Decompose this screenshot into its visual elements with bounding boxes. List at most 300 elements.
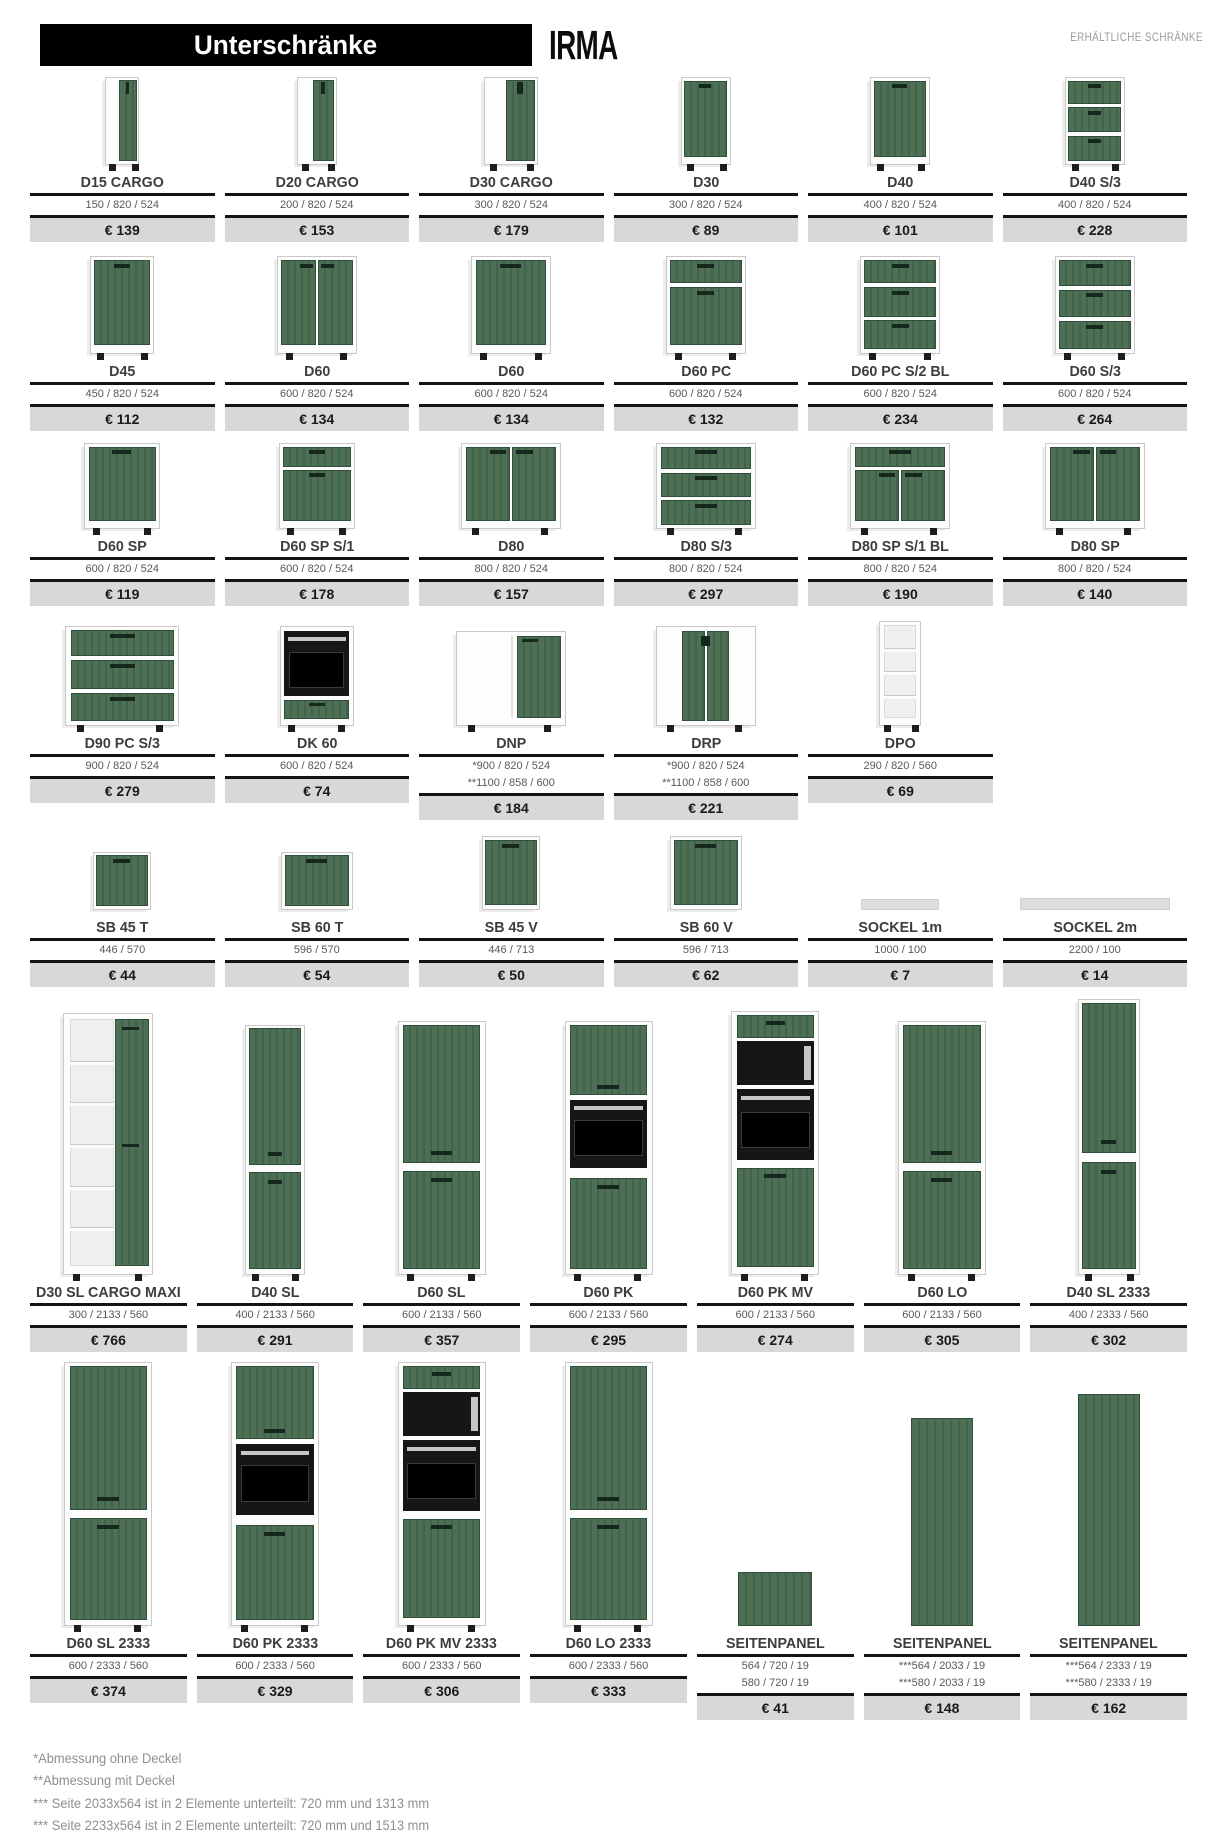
cabinet-handle	[892, 324, 909, 328]
product-card	[808, 74, 993, 242]
cabinet-front-panel	[901, 470, 945, 521]
cabinet-foot	[918, 164, 925, 171]
product-price: € 7	[808, 963, 993, 987]
cabinet-foot	[675, 353, 682, 360]
cabinet-illustration	[280, 626, 354, 726]
product-image	[530, 998, 687, 1284]
product-image	[808, 442, 993, 538]
cabinet-illustration	[93, 852, 151, 910]
product-dimensions: 600 / 2333 / 560	[568, 1660, 649, 1672]
shelf-line	[70, 1227, 114, 1231]
cabinet-illustration	[90, 256, 154, 354]
product-image	[864, 1363, 1021, 1635]
product-row-3	[30, 442, 1187, 606]
cabinet-handle	[892, 264, 909, 268]
product-dimensions: 400 / 820 / 524	[863, 199, 937, 211]
product-card	[614, 74, 799, 242]
cabinet-foot	[908, 1274, 915, 1281]
cabinet-front-panel	[236, 1525, 313, 1619]
product-price: € 234	[808, 407, 993, 431]
product-dimensions: *900 / 820 / 524	[666, 760, 745, 772]
shelf-line	[884, 648, 916, 652]
product-price: € 89	[614, 218, 799, 242]
appliance-window	[407, 1463, 476, 1500]
product-name: D30 SL CARGO MAXI	[36, 1284, 181, 1301]
product-row-5	[30, 831, 1187, 987]
cabinet-illustration	[105, 77, 139, 165]
cabinet-illustration	[245, 1025, 305, 1275]
product-image	[30, 831, 215, 919]
cabinet-front-panel	[737, 1168, 814, 1268]
cabinet-handle	[268, 1152, 283, 1156]
cabinet-foot	[490, 164, 497, 171]
product-name: DNP	[496, 735, 527, 752]
product-name: D80	[498, 538, 525, 555]
product-name: D60 LO 2333	[565, 1635, 652, 1652]
cabinet-foot	[1056, 528, 1063, 535]
cabinet-foot	[134, 1625, 141, 1632]
product-price: € 112	[30, 407, 215, 431]
cabinet-illustration	[656, 626, 756, 726]
product-dimensions: **1100 / 858 / 600	[467, 777, 555, 789]
cabinet-front-panel	[403, 1519, 480, 1619]
cabinet-foot	[74, 1625, 81, 1632]
cabinet-illustration	[297, 77, 337, 165]
cabinet-foot	[287, 528, 294, 535]
product-name: D30 CARGO	[469, 174, 553, 191]
cabinet-illustration	[738, 1572, 812, 1626]
product-price: € 132	[614, 407, 799, 431]
cabinet-handle	[122, 1027, 140, 1030]
cabinet-handle	[1086, 293, 1103, 297]
product-price: € 305	[864, 1328, 1021, 1352]
product-card	[1030, 1363, 1187, 1720]
catalog-grid	[0, 74, 1217, 1720]
cabinet-illustration	[870, 77, 930, 165]
product-card	[419, 831, 604, 987]
product-image	[614, 617, 799, 735]
cabinet-front-panel	[94, 260, 150, 345]
product-card	[30, 998, 187, 1352]
cabinet-front-panel	[96, 855, 148, 905]
product-price: € 329	[197, 1679, 354, 1703]
cabinet-foot	[720, 164, 727, 171]
product-price: € 62	[614, 963, 799, 987]
product-card	[614, 442, 799, 606]
product-name: D60 LO	[917, 1284, 967, 1301]
cabinet-front-panel	[874, 81, 926, 158]
appliance-handle-bar	[288, 637, 346, 641]
cabinet-handle	[597, 1497, 619, 1501]
cabinet-illustration	[456, 631, 566, 726]
cabinet-handle	[264, 1532, 286, 1536]
cabinet-foot	[144, 528, 151, 535]
footnote-4: *** Seite 2233x564 ist in 2 Elemente unterteilt: 720 mm und 1513 mm	[33, 1817, 430, 1834]
cabinet-foot	[1072, 164, 1079, 171]
available-cabinets-label: ERHÄLTLICHE SCHRÄNKE	[1070, 30, 1203, 44]
product-price: € 295	[530, 1328, 687, 1352]
product-card	[530, 1363, 687, 1720]
cabinet-foot	[527, 164, 534, 171]
product-dimensions: 600 / 820 / 524	[280, 760, 354, 772]
product-dimensions: 600 / 820 / 524	[669, 388, 743, 400]
product-dimensions: 400 / 820 / 524	[1058, 199, 1132, 211]
appliance-front	[737, 1041, 814, 1086]
page-header	[0, 0, 1217, 74]
cabinet-foot	[634, 1274, 641, 1281]
product-dimensions: 564 / 720 / 19	[741, 1660, 809, 1672]
shelf-line	[70, 1144, 114, 1148]
product-name: D40 S/3	[1068, 174, 1121, 191]
product-name: SOCKEL 2m	[1052, 919, 1137, 936]
product-name: D80 S/3	[679, 538, 732, 555]
cabinet-handle	[695, 476, 717, 480]
cabinet-foot	[472, 528, 479, 535]
product-dimensions: 400 / 2133 / 560	[235, 1309, 315, 1321]
product-dimensions: 600 / 2333 / 560	[235, 1660, 315, 1672]
product-image	[363, 1363, 520, 1635]
cabinet-foot	[302, 164, 309, 171]
product-image	[697, 1363, 854, 1635]
product-name: D60 PK MV	[737, 1284, 813, 1301]
section-title-bar	[40, 24, 532, 66]
cabinet-handle	[97, 1497, 119, 1501]
cabinet-handle	[1086, 264, 1103, 268]
cabinet-handle	[300, 264, 313, 268]
product-price: € 179	[419, 218, 604, 242]
cabinet-foot	[1127, 1274, 1134, 1281]
product-price: € 134	[225, 407, 410, 431]
cabinet-foot	[340, 353, 347, 360]
product-row-7	[30, 1363, 1187, 1720]
product-card	[225, 831, 410, 987]
cabinet-handle	[490, 450, 507, 454]
shelf-line	[884, 671, 916, 675]
product-name: SEITENPANEL	[892, 1635, 992, 1652]
cabinet-handle	[1088, 139, 1101, 143]
product-dimensions: 600 / 2133 / 560	[568, 1309, 649, 1321]
cabinet-handle	[931, 1178, 953, 1182]
cabinet-front-panel	[476, 260, 546, 345]
product-card	[197, 1363, 354, 1720]
product-card	[1003, 74, 1188, 242]
product-card	[808, 253, 993, 431]
cabinet-front-panel	[1082, 1003, 1136, 1154]
product-price: € 306	[363, 1679, 520, 1703]
product-card	[614, 831, 799, 987]
product-dimensions: 1000 / 100	[874, 944, 927, 956]
cabinet-foot	[132, 164, 139, 171]
cabinet-illustration	[898, 1021, 986, 1275]
cabinet-foot	[468, 1274, 475, 1281]
cabinet-illustration	[879, 621, 921, 726]
cabinet-handle	[309, 450, 325, 454]
product-image	[808, 253, 993, 363]
product-image	[197, 998, 354, 1284]
cabinet-front-panel	[670, 287, 742, 346]
cabinet-front-panel	[570, 1366, 647, 1510]
product-card	[30, 617, 215, 820]
product-card	[808, 617, 993, 820]
cabinet-handle	[431, 1525, 453, 1529]
product-name: D45	[109, 363, 136, 380]
product-card	[1003, 831, 1188, 987]
blind-panel-divider	[511, 636, 513, 718]
cabinet-illustration	[565, 1021, 653, 1275]
product-image	[225, 617, 410, 735]
product-name: SB 60 V	[679, 919, 733, 936]
cabinet-foot	[634, 1625, 641, 1632]
cabinet-illustration	[65, 626, 179, 726]
cabinet-handle	[892, 84, 907, 88]
product-card	[30, 1363, 187, 1720]
product-name: D40	[887, 174, 914, 191]
product-name: D20 CARGO	[275, 174, 359, 191]
cabinet-foot	[877, 164, 884, 171]
product-dimensions: 600 / 2333 / 560	[68, 1660, 149, 1672]
product-dimensions: 300 / 2133 / 560	[68, 1309, 149, 1321]
product-row-1	[30, 74, 1187, 242]
product-name: D80 SP	[1070, 538, 1120, 555]
cabinet-front-panel	[570, 1518, 647, 1620]
product-price: € 148	[864, 1696, 1021, 1720]
cabinet-foot	[574, 1274, 581, 1281]
cabinet-front-panel	[512, 447, 556, 522]
cabinet-handle	[268, 1180, 283, 1184]
cabinet-illustration	[231, 1362, 319, 1626]
cabinet-handle	[889, 450, 911, 454]
product-card	[197, 998, 354, 1352]
appliance-window	[289, 652, 344, 687]
cabinet-front-panel	[89, 447, 156, 522]
footnote-1: *Abmessung ohne Deckel	[33, 1750, 182, 1766]
product-card	[1030, 998, 1187, 1352]
product-image	[419, 74, 604, 174]
appliance-handle-bar	[241, 1451, 310, 1455]
product-image	[419, 442, 604, 538]
product-row-6	[30, 998, 1187, 1352]
cabinet-front-panel	[249, 1028, 301, 1164]
product-image	[614, 442, 799, 538]
cabinet-illustration	[861, 899, 939, 910]
footnotes	[0, 1731, 1120, 1837]
product-image	[808, 74, 993, 174]
product-card	[1003, 253, 1188, 431]
product-name: D60 SL	[417, 1284, 466, 1301]
product-price: € 766	[30, 1328, 187, 1352]
product-dimensions: 446 / 713	[488, 944, 535, 956]
product-dimensions: 600 / 820 / 524	[474, 388, 548, 400]
product-card	[808, 442, 993, 606]
product-price: € 50	[419, 963, 604, 987]
cabinet-front-panel	[674, 840, 738, 905]
cabinet-front-panel	[684, 81, 727, 158]
cabinet-front-panel	[1082, 1162, 1136, 1269]
cabinet-front-panel	[707, 631, 730, 721]
product-name: DPO	[884, 735, 916, 752]
cabinet-illustration	[471, 256, 551, 354]
appliance-handle-bar	[574, 1106, 643, 1110]
cabinet-foot	[801, 1274, 808, 1281]
cabinet-front-panel	[570, 1178, 647, 1269]
cabinet-handle	[500, 264, 520, 268]
cabinet-handle	[321, 82, 325, 94]
product-name: D60	[498, 363, 525, 380]
product-dimensions: 800 / 820 / 524	[474, 563, 548, 575]
cabinet-illustration	[398, 1021, 486, 1275]
product-dimensions: 580 / 720 / 19	[741, 1677, 809, 1689]
product-price: € 153	[225, 218, 410, 242]
product-name: D30	[692, 174, 719, 191]
cabinet-handle	[597, 1525, 619, 1529]
cabinet-illustration	[1045, 443, 1145, 529]
product-dimensions: 2200 / 100	[1068, 944, 1121, 956]
appliance-handle-bar	[741, 1096, 810, 1100]
cabinet-foot	[729, 353, 736, 360]
cabinet-illustration	[64, 1362, 152, 1626]
product-dimensions: 300 / 820 / 524	[669, 199, 743, 211]
cabinet-front-panel	[737, 1015, 814, 1039]
cabinet-foot	[912, 725, 919, 732]
product-dimensions: 596 / 713	[682, 944, 729, 956]
cabinet-front-panel	[283, 470, 351, 521]
cabinet-front-panel	[1050, 447, 1094, 522]
product-price: € 101	[808, 218, 993, 242]
cabinet-handle	[892, 291, 909, 295]
product-price: € 44	[30, 963, 215, 987]
cabinet-foot	[869, 353, 876, 360]
cabinet-handle	[905, 473, 922, 477]
cabinet-front-panel	[115, 1019, 148, 1266]
product-price: € 302	[1030, 1328, 1187, 1352]
product-image	[1030, 998, 1187, 1284]
product-image	[30, 617, 215, 735]
product-image	[30, 253, 215, 363]
cabinet-foot	[407, 1274, 414, 1281]
cabinet-handle	[114, 264, 130, 268]
product-price: € 374	[30, 1679, 187, 1703]
cabinet-foot	[667, 528, 674, 535]
cabinet-handle	[931, 1151, 953, 1155]
product-name: D60 PK	[583, 1284, 634, 1301]
product-card	[225, 442, 410, 606]
product-price: € 54	[225, 963, 410, 987]
product-dimensions: 400 / 2333 / 560	[1068, 1309, 1149, 1321]
product-image	[30, 1363, 187, 1635]
cabinet-illustration	[656, 443, 756, 529]
cabinet-foot	[141, 353, 148, 360]
cabinet-foot	[241, 1625, 248, 1632]
product-price: € 178	[225, 582, 410, 606]
appliance-window	[241, 1465, 310, 1502]
product-price: € 279	[30, 779, 215, 803]
product-card	[363, 1363, 520, 1720]
cabinet-foot	[292, 1274, 299, 1281]
cabinet-front-panel	[403, 1171, 480, 1269]
cabinet-foot	[667, 725, 674, 732]
cabinet-foot	[574, 1625, 581, 1632]
product-image	[419, 831, 604, 919]
product-dimensions: 600 / 2133 / 560	[402, 1309, 482, 1321]
shelf-line	[70, 1186, 114, 1190]
cabinet-handle	[113, 859, 130, 863]
cabinet-foot	[301, 1625, 308, 1632]
cabinet-handle	[697, 264, 714, 268]
cabinet-handle	[695, 504, 717, 508]
product-dimensions: 800 / 820 / 524	[863, 563, 937, 575]
cabinet-foot	[968, 1274, 975, 1281]
cabinet-illustration	[1065, 77, 1125, 165]
cabinet-foot	[338, 725, 345, 732]
product-price: € 333	[530, 1679, 687, 1703]
cabinet-illustration	[277, 256, 357, 354]
product-price: € 357	[363, 1328, 520, 1352]
product-dimensions: 200 / 820 / 524	[280, 199, 354, 211]
cabinet-handle	[697, 291, 714, 295]
cabinet-front-panel	[403, 1025, 480, 1164]
product-name: SEITENPANEL	[725, 1635, 825, 1652]
cabinet-handle	[1101, 1140, 1116, 1144]
footnote-2: **Abmessung mit Deckel	[33, 1772, 175, 1789]
product-card	[808, 831, 993, 987]
product-image	[1003, 253, 1188, 363]
cabinet-handle	[1088, 84, 1101, 88]
cabinet-foot	[1064, 353, 1071, 360]
product-price: € 162	[1030, 1696, 1187, 1720]
cabinet-handle	[522, 639, 538, 642]
product-name: SB 60 T	[290, 919, 343, 936]
product-name: DRP	[690, 735, 721, 752]
product-name: SOCKEL 1m	[858, 919, 943, 936]
cabinet-foot	[407, 1625, 414, 1632]
cabinet-handle	[597, 1185, 619, 1189]
cabinet-front-panel	[70, 1518, 147, 1620]
cabinet-handle	[517, 82, 522, 94]
cabinet-foot	[156, 725, 163, 732]
product-name: D60 PK MV 2333	[386, 1635, 498, 1652]
product-image	[225, 74, 410, 174]
product-name: D40 SL 2333	[1066, 1284, 1151, 1301]
cabinet-handle	[321, 264, 334, 268]
product-card	[30, 253, 215, 431]
cabinet-foot	[1085, 1274, 1092, 1281]
cabinet-front-panel	[318, 260, 353, 345]
product-price: € 69	[808, 779, 993, 803]
cabinet-handle	[126, 82, 129, 94]
product-card	[419, 74, 604, 242]
cabinet-foot	[97, 353, 104, 360]
product-card	[225, 617, 410, 820]
product-name: D60 SP	[97, 538, 147, 555]
cabinet-handle	[502, 844, 519, 848]
product-name: D60 PC S/2 BL	[851, 363, 950, 380]
product-row-2	[30, 253, 1187, 431]
product-image	[1003, 442, 1188, 538]
product-card	[30, 442, 215, 606]
product-dimensions: ***580 / 2333 / 19	[1065, 1677, 1152, 1689]
cabinet-foot	[468, 1625, 475, 1632]
cabinet-front-panel	[70, 1366, 147, 1510]
product-image	[530, 1363, 687, 1635]
cabinet-illustration	[1078, 1394, 1140, 1626]
product-dimensions: 600 / 820 / 524	[863, 388, 937, 400]
cabinet-handle	[1086, 325, 1103, 329]
cabinet-handle	[701, 636, 710, 646]
cabinet-foot	[735, 725, 742, 732]
product-dimensions: 300 / 820 / 524	[474, 199, 548, 211]
product-card	[225, 74, 410, 242]
cabinet-illustration	[63, 1013, 153, 1275]
